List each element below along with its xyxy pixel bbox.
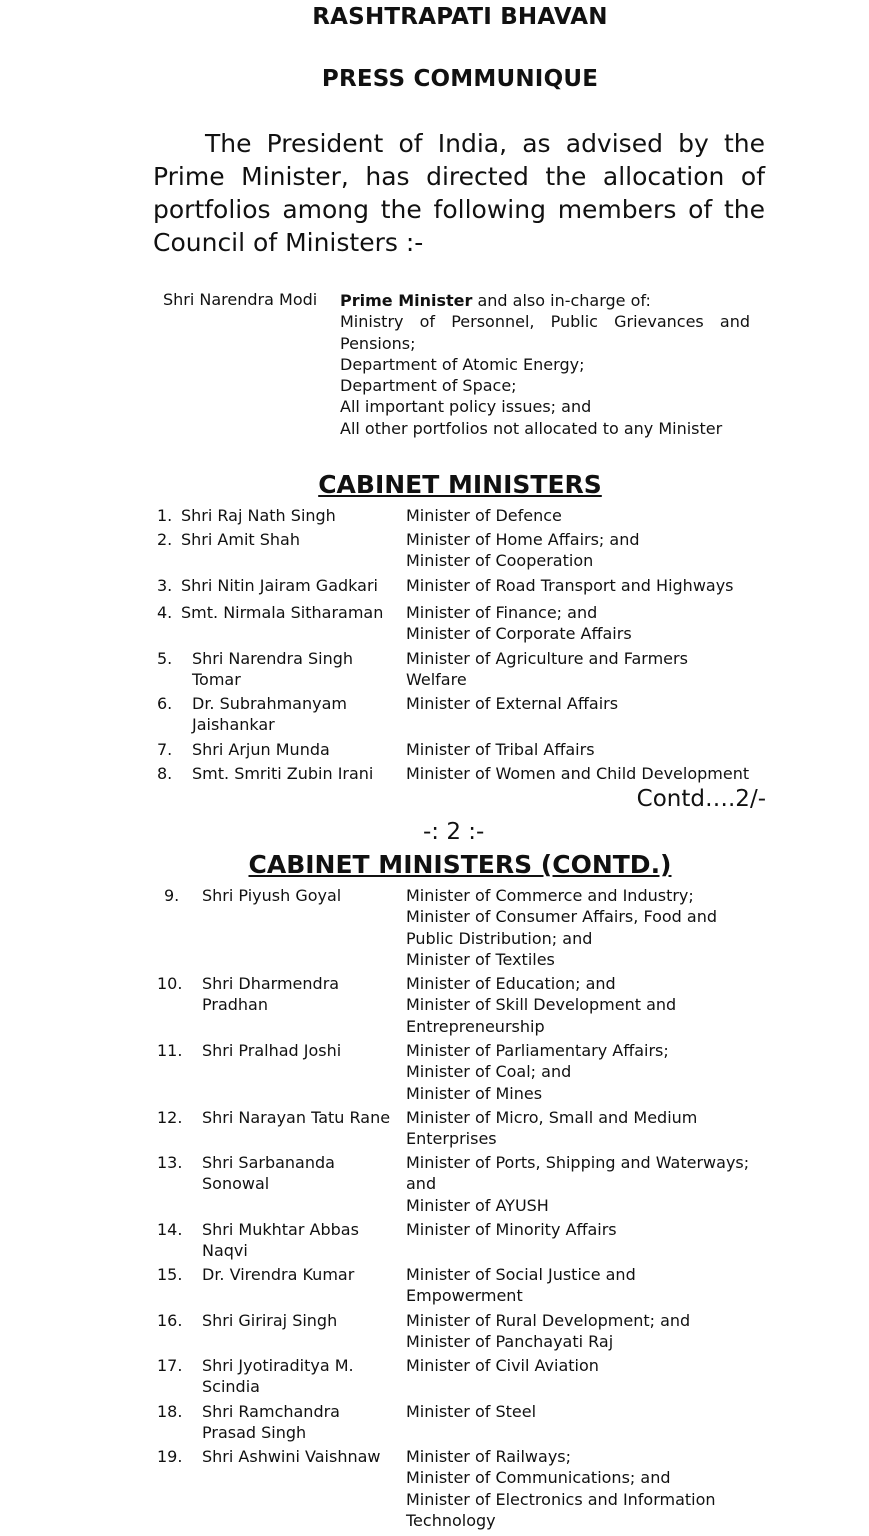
pm-portfolio-line: Ministry of Personnel, Public Grievances and <box>340 312 750 332</box>
section-heading-cabinet-contd: CABINET MINISTERS (CONTD.) <box>248 850 672 879</box>
minister-row <box>157 1310 840 1353</box>
minister-portfolio <box>406 1310 690 1353</box>
portfolio-line: Minister of Micro, Small and Medium <box>406 1108 698 1127</box>
minister-name-line: Jaishankar <box>192 715 275 735</box>
minister-portfolio <box>406 602 632 645</box>
minister-name-line: Shri Dharmendra <box>202 974 340 993</box>
minister-name-line: Smt. Nirmala Sitharaman <box>181 603 384 622</box>
minister-row <box>157 529 840 572</box>
minister-name <box>202 1219 359 1262</box>
minister-row <box>157 973 840 1037</box>
portfolio-line: Minister of Consumer Affairs, Food and <box>406 907 717 927</box>
pm-portfolio-line: Department of Space; <box>340 376 517 396</box>
minister-number: 19. <box>157 1447 183 1466</box>
pm-role: Prime Minister <box>340 291 473 310</box>
minister-number: 5. <box>157 649 173 668</box>
minister-name-line: Shri Jyotiraditya M. <box>202 1356 354 1375</box>
minister-name-line: Shri Narendra Singh <box>192 649 354 668</box>
minister-name <box>202 1310 337 1331</box>
minister-name-line: Shri Mukhtar Abbas <box>202 1220 359 1239</box>
minister-name-line: Shri Giriraj Singh <box>202 1311 338 1330</box>
minister-number: 15. <box>157 1265 183 1284</box>
minister-name-line: Tomar <box>192 670 241 690</box>
minister-name-line: Shri Pralhad Joshi <box>202 1041 342 1060</box>
portfolio-line: Minister of Ports, Shipping and Waterways; <box>406 1153 750 1172</box>
portfolio-line: Minister of Coal; and <box>406 1062 572 1082</box>
minister-name <box>192 693 347 736</box>
portfolio-line: Minister of Women and Child Development <box>406 764 750 783</box>
minister-portfolio <box>406 1446 716 1531</box>
minister-row <box>157 1446 840 1531</box>
pm-name: Shri Narendra Modi <box>163 290 318 309</box>
minister-number: 17. <box>157 1356 183 1375</box>
minister-name-line: Shri Arjun Munda <box>192 740 330 759</box>
portfolio-line: Entrepreneurship <box>406 1016 545 1036</box>
minister-name <box>202 1152 335 1195</box>
minister-row <box>157 602 840 645</box>
page-number: -: 2 :- <box>423 819 485 845</box>
portfolio-line: Welfare <box>406 670 467 690</box>
minister-number: 4. <box>157 603 173 622</box>
page-title: RASHTRAPATI BHAVAN <box>312 4 608 30</box>
minister-portfolio <box>406 1264 636 1307</box>
minister-number: 6. <box>157 694 173 713</box>
minister-name-line: Shri Ashwini Vaishnaw <box>202 1447 381 1466</box>
minister-number: 18. <box>157 1402 183 1421</box>
portfolio-line: Enterprises <box>406 1129 497 1149</box>
minister-name <box>202 1446 381 1467</box>
intro-paragraph: The President of India, as advised by the Prime Minister, has directed the allocation of portfolios among the following members of the Council of Ministers :- <box>153 129 765 257</box>
minister-portfolio <box>406 529 640 572</box>
minister-row <box>157 575 840 596</box>
minister-name <box>181 602 383 623</box>
portfolio-line: Minister of Corporate Affairs <box>406 624 632 644</box>
minister-number: 2. <box>157 530 173 549</box>
portfolio-line: Minister of Social Justice and <box>406 1265 636 1284</box>
minister-row <box>157 885 840 970</box>
minister-name-line: Shri Sarbananda <box>202 1153 335 1172</box>
minister-row <box>157 693 840 736</box>
minister-name-line: Dr. Virendra Kumar <box>202 1265 355 1284</box>
portfolio-line: Minister of Panchayati Raj <box>406 1332 614 1352</box>
minister-number: 14. <box>157 1220 183 1239</box>
pm-portfolios <box>340 290 750 439</box>
continued-marker: Contd….2/- <box>636 786 766 812</box>
portfolio-line: Minister of Mines <box>406 1083 543 1103</box>
portfolio-line: Minister of Minority Affairs <box>406 1220 617 1239</box>
pm-role-line <box>340 290 750 311</box>
minister-portfolio <box>406 763 749 784</box>
section-heading-cabinet: CABINET MINISTERS <box>318 470 602 499</box>
minister-row <box>157 763 840 784</box>
portfolio-line: Minister of Civil Aviation <box>406 1356 599 1375</box>
minister-number: 12. <box>157 1108 183 1127</box>
minister-portfolio <box>406 575 734 596</box>
portfolio-line: Minister of Tribal Affairs <box>406 740 595 759</box>
portfolio-line: Minister of Defence <box>406 506 562 525</box>
portfolio-line: Minister of Textiles <box>406 949 555 969</box>
pm-portfolio-line: Department of Atomic Energy; <box>340 354 585 374</box>
portfolio-line: Minister of Agriculture and Farmers <box>406 649 688 668</box>
portfolio-line: Minister of Railways; <box>406 1447 572 1466</box>
minister-row <box>157 1107 840 1150</box>
minister-row <box>157 1264 840 1307</box>
portfolio-line: Minister of Communications; and <box>406 1468 671 1488</box>
minister-portfolio <box>406 1152 749 1216</box>
portfolio-line: Minister of Parliamentary Affairs; <box>406 1041 669 1060</box>
portfolio-line: Minister of Steel <box>406 1402 537 1421</box>
portfolio-line: Minister of Electronics and Information <box>406 1489 716 1509</box>
portfolio-line: Public Distribution; and <box>406 928 593 948</box>
minister-row <box>157 1219 840 1262</box>
minister-portfolio <box>406 505 562 526</box>
minister-number: 7. <box>157 740 173 759</box>
portfolio-line: Minister of Education; and <box>406 974 616 993</box>
minister-row <box>157 1401 840 1444</box>
portfolio-line: Minister of Skill Development and <box>406 995 677 1015</box>
minister-name-line: Shri Piyush Goyal <box>202 886 342 905</box>
minister-portfolio <box>406 648 688 691</box>
minister-name-line: Sonowal <box>202 1174 270 1194</box>
minister-portfolio <box>406 1107 697 1150</box>
minister-name-line: Shri Nitin Jairam Gadkari <box>181 576 378 595</box>
pm-portfolio-line: All other portfolios not allocated to any Minister <box>340 418 723 438</box>
minister-number: 3. <box>157 576 173 595</box>
portfolio-line: Minister of Finance; and <box>406 603 598 622</box>
minister-name <box>202 1040 341 1061</box>
minister-name <box>192 648 353 691</box>
pm-role-suffix: and also in-charge of: <box>472 291 651 310</box>
minister-row <box>157 1355 840 1398</box>
minister-name-line: Pradhan <box>202 995 268 1015</box>
minister-number: 10. <box>157 974 183 993</box>
minister-portfolio <box>406 1355 599 1376</box>
pm-portfolio-line: Pensions; <box>340 333 416 353</box>
minister-row <box>157 1040 840 1104</box>
minister-name-line: Smt. Smriti Zubin Irani <box>192 764 374 783</box>
minister-number: 8. <box>157 764 173 783</box>
portfolio-line: Minister of Cooperation <box>406 551 594 571</box>
minister-name <box>181 505 336 526</box>
minister-name <box>202 1401 340 1444</box>
pm-portfolio-line: All important policy issues; and <box>340 397 592 417</box>
minister-row <box>157 739 840 760</box>
minister-portfolio <box>406 739 595 760</box>
minister-name <box>181 529 300 550</box>
minister-name-line: Prasad Singh <box>202 1423 307 1443</box>
minister-name <box>202 1264 354 1285</box>
minister-name-line: Shri Narayan Tatu Rane <box>202 1108 391 1127</box>
minister-name-line: Shri Ramchandra <box>202 1402 340 1421</box>
minister-row <box>157 648 840 691</box>
minister-portfolio <box>406 1219 617 1240</box>
minister-name <box>202 973 339 1016</box>
minister-number: 13. <box>157 1153 183 1172</box>
minister-name <box>202 885 341 906</box>
minister-name-line: Dr. Subrahmanyam <box>192 694 347 713</box>
minister-name-line: Scindia <box>202 1377 260 1397</box>
minister-row <box>157 1152 840 1216</box>
minister-portfolio <box>406 1401 536 1422</box>
portfolio-line: Minister of AYUSH <box>406 1195 549 1215</box>
minister-portfolio <box>406 973 676 1037</box>
minister-name <box>202 1107 390 1128</box>
minister-name <box>192 739 330 760</box>
portfolio-line: Technology <box>406 1510 496 1530</box>
portfolio-line: Empowerment <box>406 1286 523 1306</box>
minister-number: 16. <box>157 1311 183 1330</box>
minister-name <box>181 575 378 596</box>
portfolio-line: Minister of Home Affairs; and <box>406 530 640 549</box>
portfolio-line: Minister of External Affairs <box>406 694 619 713</box>
minister-number: 11. <box>157 1041 183 1060</box>
portfolio-line: Minister of Commerce and Industry; <box>406 886 694 905</box>
minister-number: 9. <box>164 886 180 905</box>
minister-name-line: Shri Raj Nath Singh <box>181 506 336 525</box>
minister-name <box>192 763 373 784</box>
minister-portfolio <box>406 1040 669 1104</box>
portfolio-line: Minister of Road Transport and Highways <box>406 576 734 595</box>
minister-name-line: Shri Amit Shah <box>181 530 300 549</box>
minister-row <box>157 505 840 526</box>
minister-portfolio <box>406 693 618 714</box>
minister-name <box>202 1355 354 1398</box>
portfolio-line: Minister of Rural Development; and <box>406 1311 691 1330</box>
minister-name-line: Naqvi <box>202 1241 248 1261</box>
communique-heading: PRESS COMMUNIQUE <box>321 66 599 92</box>
minister-number: 1. <box>157 506 173 525</box>
minister-portfolio <box>406 885 717 970</box>
portfolio-line: and <box>406 1174 437 1194</box>
